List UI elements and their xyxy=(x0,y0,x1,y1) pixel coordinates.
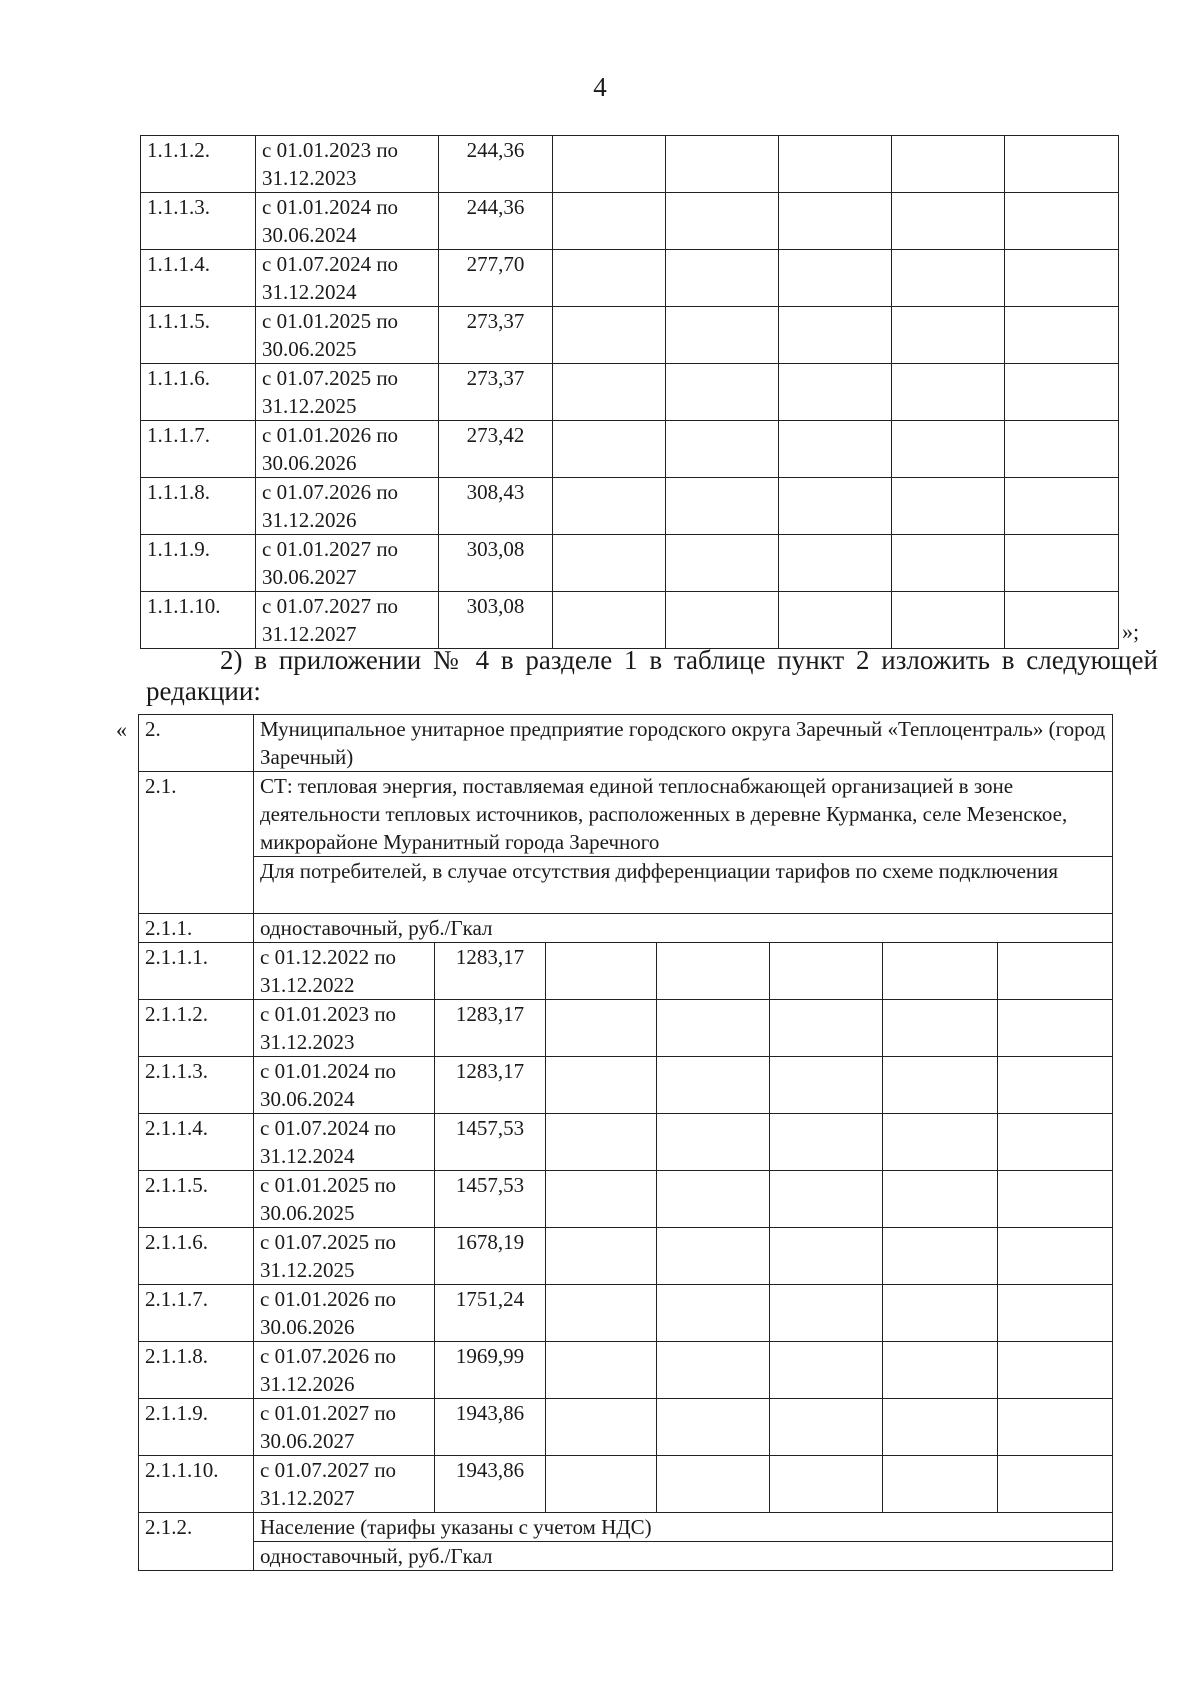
empty-cell xyxy=(546,1342,657,1399)
empty-cell xyxy=(770,1399,883,1456)
empty-cell xyxy=(892,307,1005,364)
empty-cell xyxy=(779,592,892,649)
opening-quote: « xyxy=(116,717,127,742)
empty-cell xyxy=(553,364,666,421)
empty-cell xyxy=(553,421,666,478)
empty-cell xyxy=(770,1228,883,1285)
empty-cell xyxy=(546,1000,657,1057)
empty-cell xyxy=(779,535,892,592)
paragraph-line-2: редакции: xyxy=(146,676,261,706)
period: с 01.07.2024 по 31.12.2024 xyxy=(254,1114,435,1171)
row-number: 1.1.1.10. xyxy=(141,592,256,649)
empty-cell xyxy=(1005,421,1119,478)
row-number: 1.1.1.8. xyxy=(141,478,256,535)
row-number: 1.1.1.7. xyxy=(141,421,256,478)
tariff-row xyxy=(141,364,1119,421)
tariff-value: 1283,17 xyxy=(435,943,546,1000)
tariff-row xyxy=(141,250,1119,307)
row-number: 2.1.1.4. xyxy=(139,1114,254,1171)
section-description: СТ: тепловая энергия, поставляемая единой теплоснабжающей организацией в зоне деятельности тепловых источников, расположенных в деревне Курманка, селе Мезенское, микрорайоне Муранитный города Заречного xyxy=(254,772,1113,857)
empty-cell xyxy=(1005,592,1119,649)
empty-cell xyxy=(892,592,1005,649)
empty-cell xyxy=(883,1285,998,1342)
empty-cell xyxy=(883,1456,998,1513)
row-number: 2.1.1.6. xyxy=(139,1228,254,1285)
tariff-value: 1283,17 xyxy=(435,1000,546,1057)
row-number: 2.1.2. xyxy=(139,1513,254,1571)
empty-cell xyxy=(657,1171,770,1228)
tariff-row xyxy=(141,193,1119,250)
empty-cell xyxy=(883,1171,998,1228)
row-number: 1.1.1.9. xyxy=(141,535,256,592)
empty-cell xyxy=(666,250,779,307)
empty-cell xyxy=(657,1399,770,1456)
tariff-value: 1457,53 xyxy=(435,1171,546,1228)
empty-cell xyxy=(1005,535,1119,592)
empty-cell xyxy=(546,1456,657,1513)
row-number: 2.1.1.7. xyxy=(139,1285,254,1342)
empty-cell xyxy=(770,1456,883,1513)
empty-cell xyxy=(546,1057,657,1114)
row-number: 2.1.1. xyxy=(139,914,254,943)
tariff-row xyxy=(139,1285,1113,1342)
empty-cell xyxy=(883,1342,998,1399)
empty-cell xyxy=(546,943,657,1000)
row-number: 1.1.1.5. xyxy=(141,307,256,364)
tariff-value: 1283,17 xyxy=(435,1057,546,1114)
tariff-value: 1751,24 xyxy=(435,1285,546,1342)
row-number: 1.1.1.4. xyxy=(141,250,256,307)
empty-cell xyxy=(883,1228,998,1285)
row-number: 1.1.1.6. xyxy=(141,364,256,421)
empty-cell xyxy=(1005,250,1119,307)
tariff-row xyxy=(141,307,1119,364)
period: с 01.07.2026 по 31.12.2026 xyxy=(256,478,439,535)
empty-cell xyxy=(892,535,1005,592)
empty-cell xyxy=(998,1171,1113,1228)
tariff-row xyxy=(141,535,1119,592)
empty-cell xyxy=(546,1285,657,1342)
empty-cell xyxy=(666,592,779,649)
period: с 01.01.2026 по 30.06.2026 xyxy=(254,1285,435,1342)
empty-cell xyxy=(770,1342,883,1399)
tariff-row xyxy=(139,1114,1113,1171)
empty-cell xyxy=(770,1171,883,1228)
empty-cell xyxy=(666,478,779,535)
consumers-row xyxy=(139,857,1113,914)
tariff-row xyxy=(139,943,1113,1000)
period: с 01.01.2027 по 30.06.2027 xyxy=(256,535,439,592)
empty-cell xyxy=(770,1057,883,1114)
tariff-row xyxy=(141,421,1119,478)
tariff-table-item-2 xyxy=(138,714,1113,1571)
empty-cell xyxy=(883,1114,998,1171)
empty-cell xyxy=(892,250,1005,307)
empty-cell xyxy=(657,1456,770,1513)
tariff-value: 1457,53 xyxy=(435,1114,546,1171)
empty-cell xyxy=(553,535,666,592)
period: с 01.01.2025 по 30.06.2025 xyxy=(256,307,439,364)
empty-cell xyxy=(1005,193,1119,250)
closing-quote: »; xyxy=(1122,619,1140,644)
empty-cell xyxy=(553,193,666,250)
empty-cell xyxy=(546,1228,657,1285)
empty-cell xyxy=(892,136,1005,193)
period: с 01.01.2023 по 31.12.2023 xyxy=(256,136,439,193)
period: с 01.07.2024 по 31.12.2024 xyxy=(256,250,439,307)
empty-cell xyxy=(779,364,892,421)
empty-cell xyxy=(657,1057,770,1114)
period: с 01.07.2025 по 31.12.2025 xyxy=(254,1228,435,1285)
population-row xyxy=(139,1513,1113,1542)
period: с 01.07.2026 по 31.12.2026 xyxy=(254,1342,435,1399)
empty-cell xyxy=(779,250,892,307)
tariff-value: 277,70 xyxy=(439,250,553,307)
tariff-value: 273,37 xyxy=(439,364,553,421)
row-number: 2.1. xyxy=(139,772,254,914)
tariff-value: 273,37 xyxy=(439,307,553,364)
row-number: 2.1.1.5. xyxy=(139,1171,254,1228)
amendment-paragraph xyxy=(146,645,1158,707)
row-number: 2.1.1.10. xyxy=(139,1456,254,1513)
empty-cell xyxy=(998,1000,1113,1057)
tariff-row xyxy=(139,1456,1113,1513)
tariff-value: 303,08 xyxy=(439,592,553,649)
row-number: 2.1.1.8. xyxy=(139,1342,254,1399)
subsection-row xyxy=(139,914,1113,943)
empty-cell xyxy=(892,421,1005,478)
empty-cell xyxy=(1005,136,1119,193)
empty-cell xyxy=(1005,364,1119,421)
tariff-value: 244,36 xyxy=(439,136,553,193)
row-number: 2. xyxy=(139,715,254,772)
empty-cell xyxy=(998,1114,1113,1171)
empty-cell xyxy=(1005,478,1119,535)
tariff-row xyxy=(139,1342,1113,1399)
empty-cell xyxy=(546,1399,657,1456)
consumers-description: Для потребителей, в случае отсутствия дифференциации тарифов по схеме подключения xyxy=(254,857,1113,914)
empty-cell xyxy=(892,478,1005,535)
empty-cell xyxy=(883,1399,998,1456)
empty-cell xyxy=(998,1285,1113,1342)
empty-cell xyxy=(779,136,892,193)
empty-cell xyxy=(770,1000,883,1057)
organization-name: Муниципальное унитарное предприятие городского округа Заречный «Теплоцентраль» (город Заречный) xyxy=(254,715,1113,772)
empty-cell xyxy=(657,943,770,1000)
empty-cell xyxy=(553,592,666,649)
empty-cell xyxy=(553,307,666,364)
tariff-table-continuation xyxy=(140,135,1119,649)
period: с 01.07.2027 по 31.12.2027 xyxy=(254,1456,435,1513)
row-number: 1.1.1.3. xyxy=(141,193,256,250)
page-number: 4 xyxy=(593,72,607,102)
tariff-row xyxy=(139,1000,1113,1057)
tariff-value: 1943,86 xyxy=(435,1456,546,1513)
empty-cell xyxy=(553,250,666,307)
empty-cell xyxy=(666,136,779,193)
tariff-row xyxy=(139,1228,1113,1285)
tariff-row xyxy=(141,136,1119,193)
section-row xyxy=(139,772,1113,857)
tariff-value: 308,43 xyxy=(439,478,553,535)
period: с 01.07.2027 по 31.12.2027 xyxy=(256,592,439,649)
organization-row xyxy=(139,715,1113,772)
empty-cell xyxy=(546,1114,657,1171)
period: с 01.01.2024 по 30.06.2024 xyxy=(254,1057,435,1114)
empty-cell xyxy=(892,364,1005,421)
empty-cell xyxy=(998,943,1113,1000)
tariff-value: 244,36 xyxy=(439,193,553,250)
tariff-row xyxy=(139,1171,1113,1228)
row-number: 1.1.1.2. xyxy=(141,136,256,193)
subsection-title: одноставочный, руб./Гкал xyxy=(254,914,1113,943)
tariff-value: 273,42 xyxy=(439,421,553,478)
empty-cell xyxy=(546,1171,657,1228)
tariff-value: 1943,86 xyxy=(435,1399,546,1456)
empty-cell xyxy=(998,1399,1113,1456)
period: с 01.12.2022 по 31.12.2022 xyxy=(254,943,435,1000)
empty-cell xyxy=(883,943,998,1000)
population-tariff-type: одноставочный, руб./Гкал xyxy=(254,1542,1113,1571)
period: с 01.07.2025 по 31.12.2025 xyxy=(256,364,439,421)
empty-cell xyxy=(657,1285,770,1342)
row-number: 2.1.1.9. xyxy=(139,1399,254,1456)
empty-cell xyxy=(779,421,892,478)
empty-cell xyxy=(883,1057,998,1114)
tariff-row xyxy=(141,478,1119,535)
empty-cell xyxy=(998,1228,1113,1285)
empty-cell xyxy=(657,1000,770,1057)
empty-cell xyxy=(666,364,779,421)
empty-cell xyxy=(666,193,779,250)
row-number: 2.1.1.1. xyxy=(139,943,254,1000)
empty-cell xyxy=(666,421,779,478)
tariff-value: 303,08 xyxy=(439,535,553,592)
empty-cell xyxy=(1005,307,1119,364)
empty-cell xyxy=(998,1342,1113,1399)
empty-cell xyxy=(553,136,666,193)
empty-cell xyxy=(770,943,883,1000)
empty-cell xyxy=(998,1456,1113,1513)
period: с 01.01.2026 по 30.06.2026 xyxy=(256,421,439,478)
empty-cell xyxy=(657,1114,770,1171)
empty-cell xyxy=(657,1228,770,1285)
empty-cell xyxy=(666,535,779,592)
empty-cell xyxy=(779,478,892,535)
population-title: Население (тарифы указаны с учетом НДС) xyxy=(254,1513,1113,1542)
period: с 01.01.2027 по 30.06.2027 xyxy=(254,1399,435,1456)
empty-cell xyxy=(883,1000,998,1057)
empty-cell xyxy=(770,1114,883,1171)
period: с 01.01.2023 по 31.12.2023 xyxy=(254,1000,435,1057)
empty-cell xyxy=(657,1342,770,1399)
population-tariff-row xyxy=(139,1542,1113,1571)
tariff-row xyxy=(141,592,1119,649)
tariff-row xyxy=(139,1057,1113,1114)
row-number: 2.1.1.3. xyxy=(139,1057,254,1114)
tariff-value: 1969,99 xyxy=(435,1342,546,1399)
tariff-row xyxy=(139,1399,1113,1456)
empty-cell xyxy=(553,478,666,535)
empty-cell xyxy=(779,307,892,364)
empty-cell xyxy=(892,193,1005,250)
empty-cell xyxy=(779,193,892,250)
row-number: 2.1.1.2. xyxy=(139,1000,254,1057)
empty-cell xyxy=(666,307,779,364)
period: с 01.01.2024 по 30.06.2024 xyxy=(256,193,439,250)
paragraph-line-1: 2) в приложении № 4 в разделе 1 в таблице пункт 2 изложить в следующей xyxy=(220,645,1158,675)
empty-cell xyxy=(770,1285,883,1342)
tariff-value: 1678,19 xyxy=(435,1228,546,1285)
period: с 01.01.2025 по 30.06.2025 xyxy=(254,1171,435,1228)
empty-cell xyxy=(998,1057,1113,1114)
